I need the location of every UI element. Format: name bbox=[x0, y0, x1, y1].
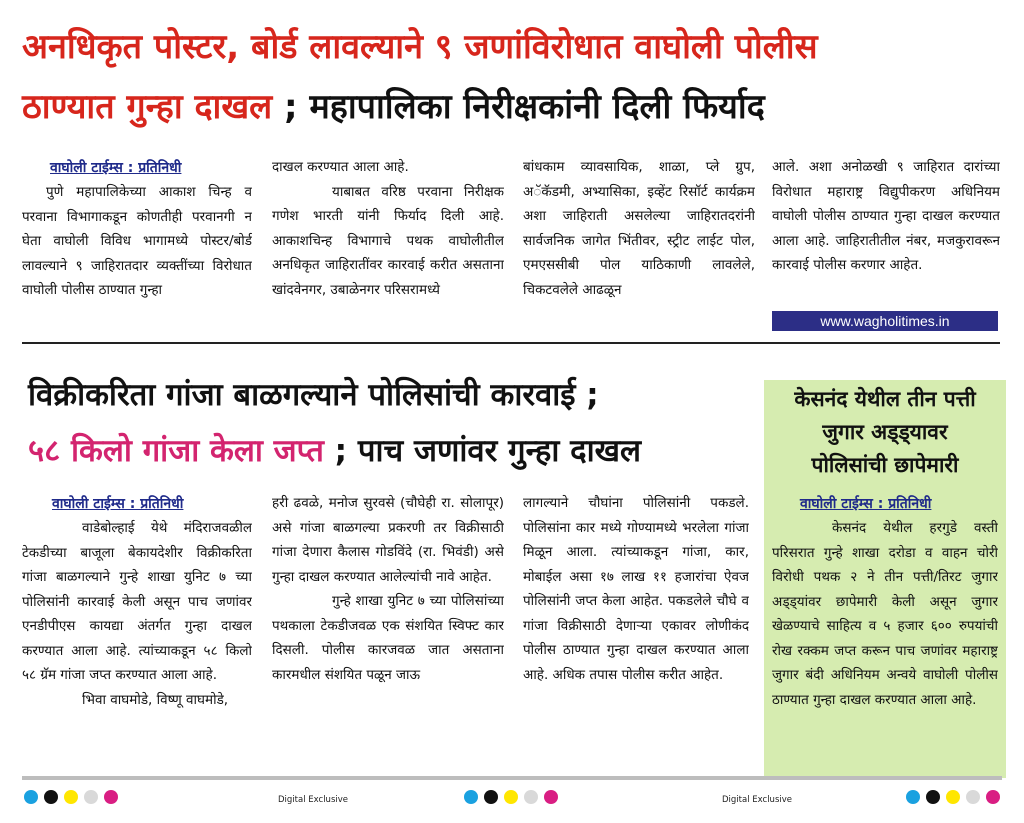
footer-gray-bar bbox=[22, 776, 1002, 780]
yellow-dot-icon bbox=[946, 790, 960, 804]
magenta-dot-icon bbox=[544, 790, 558, 804]
cyan-dot-icon bbox=[464, 790, 478, 804]
story1-col2-text-b: याबाबत वरिष्ठ परवाना निरीक्षक गणेश भारती यांनी फिर्याद दिली आहे. आकाशचिन्ह विभागाचे पथक वाघोलीतील अनधिकृत जाहिरातींवर कारवाई करीत असताना खांदवेनगर, उबाळेनगर परिसरामध्ये bbox=[272, 183, 504, 298]
story2-col2-text-b: गुन्हे शाखा युनिट ७ च्या पोलिसांच्या पथकाला टेकडीजवळ एक संशयित स्विफ्ट कार दिसली. पोलीस कारजवळ जात असताना कारमधील संशयित पळून जाऊ bbox=[272, 593, 504, 683]
story2-col1-text-b: भिवा वाघमोडे, विष्णू वाघमोडे, bbox=[82, 691, 229, 708]
story1-column-1 bbox=[22, 180, 252, 340]
story2-col3-text: लागल्याने चौघांना पोलिसांनी पकडले. पोलिसांना कार मध्ये गोण्यामध्ये भरलेला गांजा मिळून आला. त्यांच्याकडून गांजा, कार, मोबाईल असा १७ लाख ११ हजारांचा ऐवज पोलिसांनी जप्त केला आहेत. पकडलेले चौघे व गांजा विक्रीसाठी देणाऱ्या एकावर लोणीकंद पोलीस ठाण्यात गुन्हा दाखल करण्यात आला आहे. अधिक तपास पोलीस करीत आहेत. bbox=[523, 495, 749, 683]
footer-label-right: Digital Exclusive bbox=[722, 795, 792, 805]
story1-headline-black: महापालिका निरीक्षकांनी दिली फिर्याद bbox=[309, 87, 765, 127]
grey-dot-icon bbox=[84, 790, 98, 804]
story3-headline-line2: जुगार अड्ड्यावर bbox=[822, 420, 948, 444]
story1-headline-red: ठाण्यात गुन्हा दाखल bbox=[22, 87, 273, 127]
cyan-dot-icon bbox=[24, 790, 38, 804]
cyan-dot-icon bbox=[906, 790, 920, 804]
story2-headline-black: पाच जणांवर गुन्हा दाखल bbox=[357, 433, 642, 469]
footer-label-left: Digital Exclusive bbox=[278, 795, 348, 805]
website-bar bbox=[772, 311, 998, 331]
grey-dot-icon bbox=[966, 790, 980, 804]
yellow-dot-icon bbox=[64, 790, 78, 804]
story3-headline-line3: पोलिसांची छापेमारी bbox=[811, 453, 959, 477]
story2-headline-line1: विक्रीकरिता गांजा बाळगल्याने पोलिसांची कारवाई ; bbox=[28, 377, 599, 413]
registration-marks-center bbox=[464, 790, 564, 804]
story1-headline-line1: अनधिकृत पोस्टर, बोर्ड लावल्याने ९ जणांविरोधात वाघोली पोलीस bbox=[22, 27, 818, 67]
story2-column-3 bbox=[523, 491, 749, 770]
story1-col4-text: आले. अशा अनोळखी ९ जाहिरात दारांच्या विरोधात महाराष्ट्र विद्युपीकरण अधिनियम वाघोली पोलीस ठाण्यात गुन्हा दाखल करण्यात आला आहे. जाहिरातीतील नंबर, मजकुरावरून कारवाई पोलीस करणार आहेत. bbox=[772, 159, 1000, 273]
story3-body-text: केसनंद येथील हरगुडे वस्ती परिसरात गुन्हे शाखा दरोडा व वाहन चोरी विरोधी पथक २ ने तीन पत्ती/तिरट जुगार अड्ड्यांवर छापेमारी केली असून जुगार खेळण्याचे साहित्य व ५ हजार ६०० रुपयांची रोख रक्कम जप्त करून पाच जणांवर महाराष्ट्र जुगार बंदी अधिनियम अन्वये वाघोली पोलीस ठाण्यात गुन्हा दाखल करण्यात आला आहे. bbox=[772, 520, 998, 708]
black-dot-icon bbox=[926, 790, 940, 804]
story2-column-1 bbox=[22, 516, 252, 770]
registration-marks-right bbox=[906, 790, 1006, 804]
black-dot-icon bbox=[484, 790, 498, 804]
magenta-dot-icon bbox=[104, 790, 118, 804]
story1-col1-text: पुणे महापालिकेच्या आकाश चिन्ह व परवाना विभागाकडून कोणतीही परवानगी न घेता वाघोली विविध भागामध्ये पोस्टर/बोर्ड लावल्याने ९ जाहिरातदार व्यक्तींच्या विरोधात वाघोली पोलीस ठाण्यात गुन्हा bbox=[22, 184, 252, 298]
grey-dot-icon bbox=[524, 790, 538, 804]
story2-col2-text-a: हरी ढवळे, मनोज सुरवसे (चौघेही रा. सोलापूर) असे गांजा बाळगल्या प्रकरणी तर विक्रीसाठी गांजा देणारा कैलास गोडविंदे (रा. भिवंडी) असे गुन्हा दाखल करण्यात आलेल्यांची नावे आहेत. bbox=[272, 495, 504, 585]
yellow-dot-icon bbox=[504, 790, 518, 804]
story1-column-3 bbox=[523, 155, 755, 340]
story3-column bbox=[772, 516, 998, 772]
story2-headline-sep: ; bbox=[323, 433, 358, 469]
story1-column-2 bbox=[272, 155, 504, 340]
story3-headline-line1: केसनंद येथील तीन पत्ती bbox=[794, 387, 976, 411]
story3-byline: वाघोली टाईम्स : प्रतिनिधी bbox=[800, 496, 932, 512]
website-text: www.wagholitimes.in bbox=[820, 313, 950, 329]
black-dot-icon bbox=[44, 790, 58, 804]
story2-column-2 bbox=[272, 491, 504, 770]
story1-column-4 bbox=[772, 155, 1000, 310]
story2-col1-text-a: वाडेबोल्हाई येथे मंदिराजवळील टेकडीच्या बाजूला बेकायदेशीर विक्रीकरिता गांजा बाळगल्याने गुन्हे शाखा युनिट ७ च्या पोलिसांनी कारवाई केली असून पाच जणांवर एनडीपीएस कायद्या अंतर्गत गुन्हा दाखल करण्यात आला आहे. त्यांच्याकडून ५८ किलो ५८ ग्रॅम गांजा जप्त करण्यात आला आहे. bbox=[22, 520, 252, 683]
story3-headline bbox=[764, 383, 1006, 482]
story2-byline: वाघोली टाईम्स : प्रतिनिधी bbox=[52, 496, 184, 512]
story1-headline-line2 bbox=[22, 88, 765, 127]
story1-byline: वाघोली टाईम्स : प्रतिनिधी bbox=[50, 160, 182, 176]
registration-marks-left bbox=[24, 790, 124, 804]
story2-headline-line2 bbox=[28, 434, 641, 470]
section-divider bbox=[22, 342, 1000, 344]
story1-headline-sep: ; bbox=[272, 87, 310, 127]
magenta-dot-icon bbox=[986, 790, 1000, 804]
story1-col3-text: बांधकाम व्यावसायिक, शाळा, प्ले ग्रुप, अॅकॅडमी, अभ्यासिका, इव्हेंट रिसॉर्ट कार्यक्रम अशा जाहिराती असलेल्या जाहिरातदरांनी सार्वजनिक जागेत भिंतीवर, स्ट्रीट लाईट पोल, एमएससीबी पोल याठिकाणी लावलेले, चिकटवलेले आढळून bbox=[523, 159, 755, 298]
story2-headline-pink: ५८ किलो गांजा केला जप्त bbox=[28, 433, 324, 469]
story1-col2-text-a: दाखल करण्यात आला आहे. bbox=[272, 159, 409, 175]
